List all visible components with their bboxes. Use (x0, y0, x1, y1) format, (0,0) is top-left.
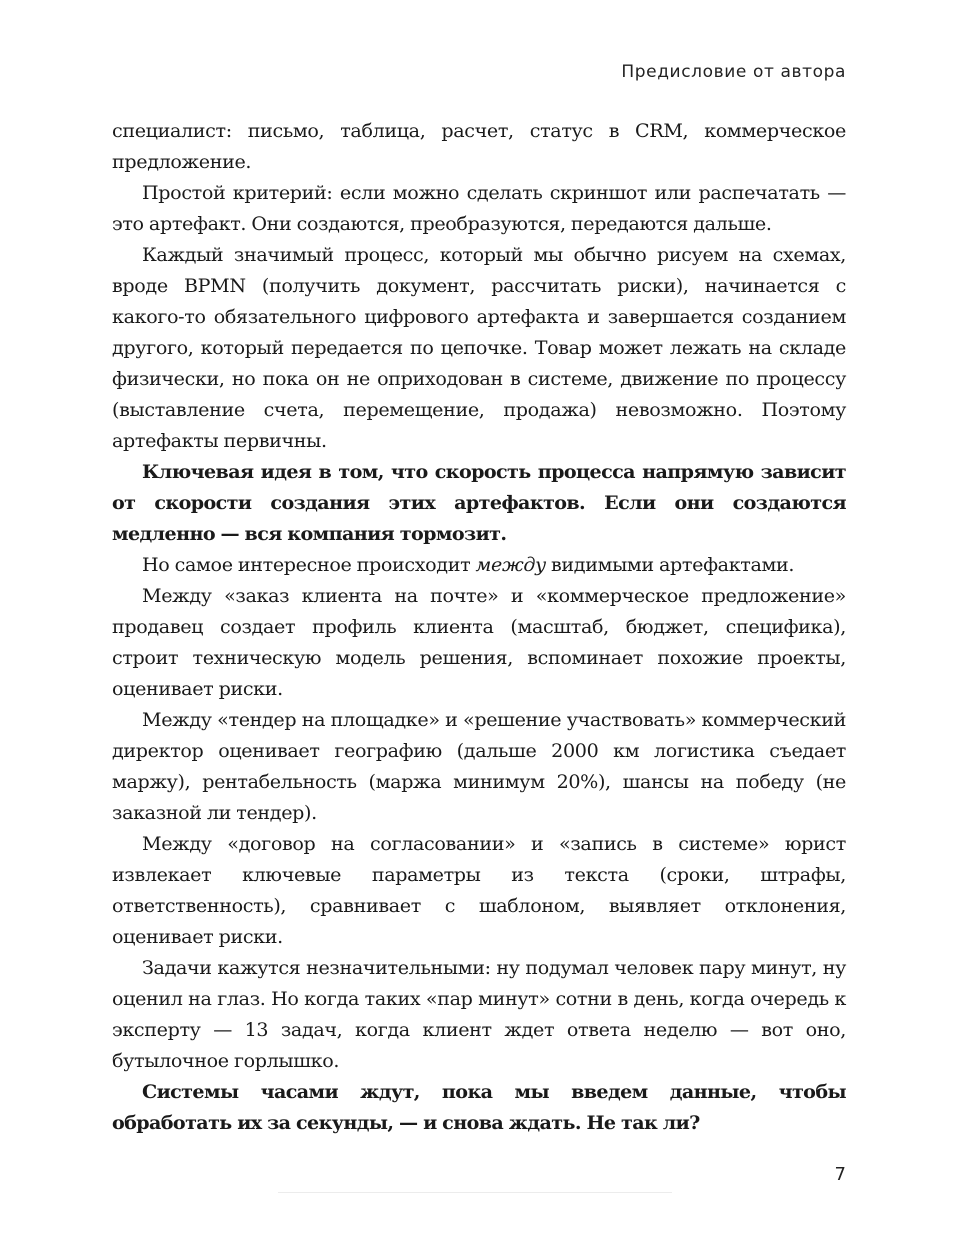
paragraph-conclusion: Системы часами ждут, пока мы введем данные, чтобы обработать их за секунды, — и снова ждать. Не так ли? (112, 1080, 846, 1134)
paragraph-between-start: Но самое интересное происходит (142, 553, 476, 576)
paragraph-bottleneck: Задачи кажутся незначительными: ну подумал человек пару минут, ну оценил на глаз. Но когда таких «пар минут» сотни в день, когда очередь к эксперту — 13 задач, когда клиент ждет ответа неделю — вот оно, бутылочное горлышко. (112, 956, 846, 1072)
paragraph-example-contract: Между «договор на согласовании» и «запись в системе» юрист извлекает ключевые параметры из текста (сроки, штрафы, ответственность), сравнивает с шаблоном, выявляет отклонения, оценивает риски. (112, 832, 846, 948)
running-header: Предисловие от автора (621, 62, 846, 82)
paragraph-criterion: Простой критерий: если можно сделать скриншот или распечатать — это артефакт. Они создаются, преобразуются, передаются дальше. (112, 181, 846, 235)
footer-divider (278, 1192, 672, 1193)
paragraph-example-sales: Между «заказ клиента на почте» и «коммерческое предложение» продавец создает профиль клиента (масштаб, бюджет, специфика), строит техническую модель решения, вспоминает похожие проекты, оценивает риски. (112, 584, 846, 700)
paragraph-between-end: видимыми артефактами. (545, 553, 795, 576)
page-number: 7 (834, 1164, 846, 1185)
paragraph-process: Каждый значимый процесс, который мы обычно рисуем на схемах, вроде BPMN (получить документ, рассчитать риски), начинается с какого-то обязательного цифрового артефакта и завершается созданием другого, который передается по цепочке. Товар может лежать на складе физически, но пока он не оприходован в системе, движение по процессу (выставление счета, перемещение, продажа) невозможно. Поэтому артефакты первичны. (112, 243, 846, 452)
paragraph-example-tender: Между «тендер на площадке» и «решение участвовать» коммерческий директор оценивает географию (дальше 2000 км логистика съедает маржу), рентабельность (маржа минимум 20%), шансы на победу (не заказной ли тендер). (112, 708, 846, 824)
body-text (112, 115, 846, 1138)
paragraph-key-idea: Ключевая идея в том, что скорость процесса напрямую зависит от скорости создания этих артефактов. Если они создаются медленно — вся компания тормозит. (112, 460, 846, 545)
paragraph-between (112, 549, 846, 580)
paragraph-between-emphasis: между (475, 553, 546, 576)
paragraph-continuation: специалист: письмо, таблица, расчет, статус в CRM, коммерческое предложение. (112, 119, 846, 173)
